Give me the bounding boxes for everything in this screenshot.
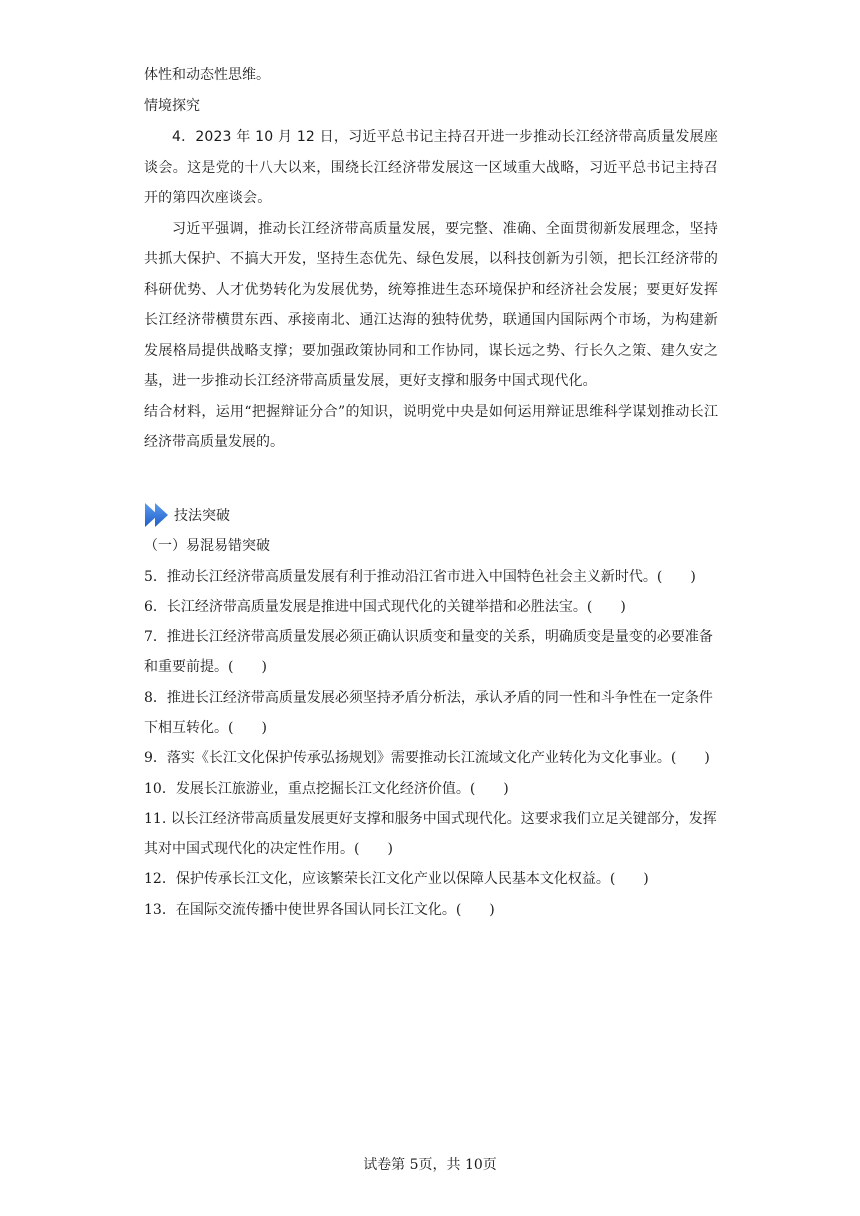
- section-title: 技法突破: [174, 507, 230, 524]
- question-8: 8．推进长江经济带高质量发展必须坚持矛盾分析法，承认矛盾的同一性和斗争性在一定条件下相互转化。( ): [144, 689, 713, 736]
- double-arrow-icon: [144, 502, 172, 528]
- question-9: 9．落实《长江文化保护传承弘扬规划》需要推动长江流域文化产业转化为文化事业。( ): [144, 750, 710, 767]
- q4-material-paragraph-2: 习近平强调，推动长江经济带高质量发展，要完整、准确、全面贯彻新发展理念，坚持共抓大保护、不搞大开发，坚持生态优先、绿色发展，以科技创新为引领，把长江经济带的科研优势、人才优势转化为发展优势，统筹推进生态环境保护和经济社会发展；要更好发挥长江经济带横贯东西、承接南北、通江达海的独特优势，联通国内国际两个市场，为构建新发展格局提供战略支撑；要加强政策协同和工作协同，谋长远之势、行长久之策、建久安之基，进一步推动长江经济带高质量发展，更好支撑和服务中国式现代化。: [144, 220, 718, 389]
- question-13: 13．在国际交流传播中使世界各国认同长江文化。( ): [144, 901, 495, 918]
- q4-material-paragraph-1: 4．2023 年 10 月 12 日，习近平总书记主持召开进一步推动长江经济带高质量发展座谈会。这是党的十八大以来，围绕长江经济带发展这一区域重大战略，习近平总书记主持召开的第四次座谈会。: [144, 129, 718, 206]
- question-10: 10．发展长江旅游业，重点挖掘长江文化经济价值。( ): [144, 780, 509, 797]
- question-12: 12．保护传承长江文化，应该繁荣长江文化产业以保障人民基本文化权益。( ): [144, 871, 649, 888]
- q4-question: 结合材料，运用“把握辩证分合”的知识，说明党中央是如何运用辩证思维科学谋划推动长江经济带高质量发展的。: [144, 403, 718, 450]
- page-footer: 试卷第 5页，共 10页: [363, 1157, 497, 1173]
- question-11: 11. 以长江经济带高质量发展更好支撑和服务中国式现代化。这要求我们立足关键部分，发挥其对中国式现代化的决定性作用。( ): [144, 810, 717, 858]
- page-content: [144, 60, 718, 925]
- question-7: 7．推进长江经济带高质量发展必须正确认识质变和量变的关系，明确质变是量变的必要准备和重要前提。( ): [144, 629, 713, 676]
- situation-heading: 情境探究: [144, 98, 200, 114]
- continuation-text: 体性和动态性思维。: [144, 67, 270, 83]
- question-5: 5．推动长江经济带高质量发展有利于推动沿江省市进入中国特色社会主义新时代。( ): [144, 568, 696, 585]
- section-header: [144, 500, 718, 530]
- question-6: 6．长江经济带高质量发展是推进中国式现代化的关键举措和必胜法宝。( ): [144, 598, 626, 615]
- section-subtitle: （一）易混易错突破: [144, 537, 270, 554]
